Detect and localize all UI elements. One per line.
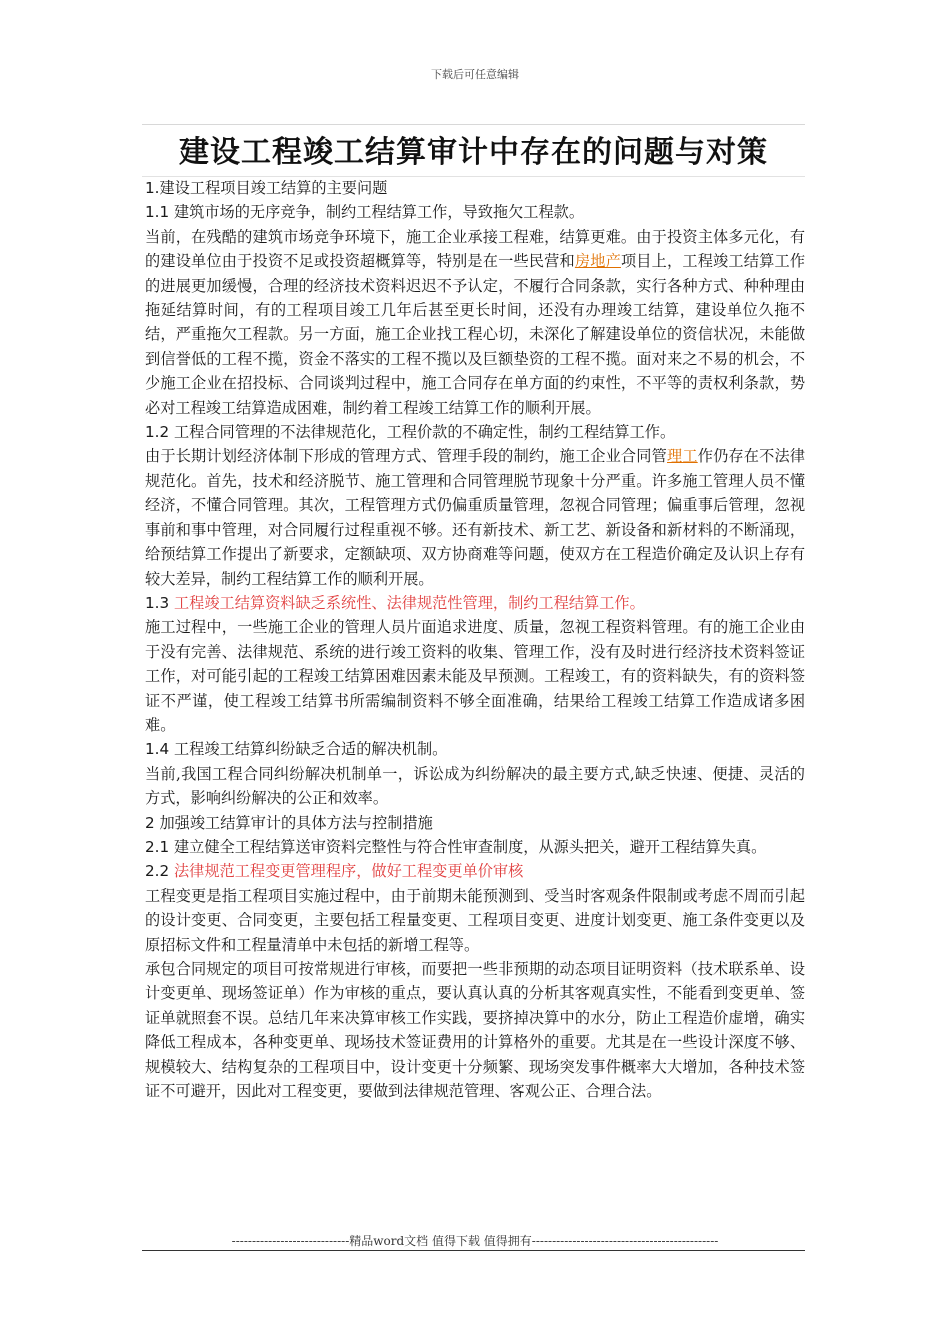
link-management[interactable]: 理工	[667, 447, 698, 466]
section-heading-text: 建设工程项目竣工结算的主要问题	[159, 179, 388, 197]
section-heading-1-1	[145, 200, 805, 224]
section-number: 2	[145, 813, 155, 832]
section-heading-text: 加强竣工结算审计的具体方法与控制措施	[154, 813, 433, 832]
section-heading-1-2	[145, 420, 805, 444]
paragraph-3: 施工过程中，一些施工企业的管理人员片面追求进度、质量，忽视工程资料管理。有的施工企业由于没有完善、法律规范、系统的进行竣工资料的收集、管理工作，没有及时进行经济技术资料签证工作，对可能引起的工程竣工结算困难因素未能及早预测。工程竣工，有的资料缺失，有的资料签证不严谨，使工程竣工结算书所需编制资料不够全面准确，结果给工程竣工结算工作造成诸多困难。	[145, 618, 805, 734]
document-title: 建设工程竣工结算审计中存在的问题与对策	[179, 135, 768, 170]
section-heading-1-3	[145, 591, 805, 615]
section-heading-2-1	[145, 835, 805, 859]
paragraph-text: 作仍存在不法律规范化。首先，技术和经济脱节、施工管理和合同管理脱节现象十分严重。许多施工管理人员不懂经济，不懂合同管理。其次，工程管理方式仍偏重质量管理，忽视合同管理；偏重事后管理，忽视事前和事中管理，对合同履行过程重视不够。还有新技术、新工艺、新设备和新材料的不断涌现，给预结算工作提出了新要求，定额缺项、双方协商难等问题，使双方在工程造价确定及认识上存有较大差异，制约工程结算工作的顺利开展。	[145, 447, 806, 588]
paragraph-4: 当前,我国工程合同纠纷解决机制单一，诉讼成为纠纷解决的最主要方式,缺乏快速、便捷、灵活的方式，影响纠纷解决的公正和效率。	[145, 764, 805, 808]
section-heading-text: 建立健全工程结算送审资料完整性与符合性审查制度，从源头把关，避开工程结算失真。	[169, 837, 767, 856]
header-divider	[142, 124, 805, 125]
section-number: 2.1	[145, 837, 170, 856]
section-heading-text: 工程竣工结算资料缺乏系统性、法律规范性管理，制约工程结算工作。	[169, 593, 645, 612]
paragraph-5: 工程变更是指工程项目实施过程中，由于前期未能预测到、受当时客观条件限制或考虑不周而引起的设计变更、合同变更，主要包括工程量变更、工程项目变更、进度计划变更、施工条件变更以及原招标文件和工程量清单中未包括的新增工程等。	[145, 886, 805, 954]
paragraph-text: 当前，在残酷的建筑市场竞争环境下，施工企业承接工程难，结算更难。由于投资主体多元化，有的建设单位由于投资不足或投资超概算等，特别是在一些民营和	[145, 227, 805, 271]
section-heading-1	[145, 176, 805, 200]
section-heading-text: 建筑市场的无序竞争，制约工程结算工作，导致拖欠工程款。	[169, 203, 585, 222]
paragraph-text: 由于长期计划经济体制下形成的管理方式、管理手段的制约，施工企业合同管	[145, 447, 667, 466]
section-number: 2.2	[145, 862, 170, 881]
paragraph-6: 承包合同规定的项目可按常规进行审核，而要把一些非预期的动态项目证明资料（技术联系单、设计变更单、现场签证单）作为审核的重点，要认真认真的分析其客观真实性，不能看到变更单、签证单就照套不误。总结几年来决算审核工作实践，要挤掉决算中的水分，防止工程造价虚增，确实降低工程成本，各种变更单、现场技术签证费用的计算格外的重要。尤其是在一些设计深度不够、规模较大、结构复杂的工程项目中，设计变更十分频繁、现场突发事件概率大大增加，各种技术签证不可避开，因此对工程变更，要做到法律规范管理、客观公正、合理合法。	[145, 960, 805, 1101]
section-heading-2-2	[145, 859, 805, 883]
footer-divider	[142, 1250, 805, 1251]
section-number: 1.2	[145, 423, 170, 442]
section-heading-text: 法律规范工程变更管理程序，做好工程变更单价审核	[169, 862, 524, 881]
section-number: 1.3	[145, 593, 170, 612]
section-heading-1-4	[145, 737, 805, 761]
paragraph-text: 项目上，工程竣工结算工作的进展更加缓慢，合理的经济技术资料迟迟不予认定，不履行合同条款，实行各种方式、种种理由拖延结算时间，有的工程项目竣工几年后甚至更长时间，还没有办理竣工结算，建设单位久拖不结，严重拖欠工程款。另一方面，施工企业找工程心切，未深化了解建设单位的资信状况，未能做到信誉低的工程不揽，资金不落实的工程不揽以及巨额垫资的工程不揽。面对来之不易的机会，不少施工企业在招投标、合同谈判过程中，施工合同存在单方面的约束性，不平等的责权利条款，势必对工程竣工结算造成困难，制约着工程竣工结算工作的顺利开展。	[145, 252, 806, 417]
section-number: 1.	[145, 179, 160, 197]
document-body	[145, 176, 805, 1103]
header-note: 下载后可任意编辑	[431, 68, 519, 81]
section-heading-text: 工程合同管理的不法律规范化，工程价款的不确定性，制约工程结算工作。	[169, 423, 676, 442]
footer-text: -----------------------------精品word文档 值得下载 值得拥有----------------------------------------------	[231, 1234, 719, 1248]
section-number: 1.1	[145, 203, 170, 222]
section-heading-text: 工程竣工结算纠纷缺乏合适的解决机制。	[169, 740, 448, 759]
section-number: 1.4	[145, 740, 170, 759]
paragraph-2	[145, 444, 805, 590]
section-heading-2	[145, 811, 805, 835]
paragraph-1	[145, 225, 805, 420]
link-real-estate[interactable]: 房地产	[574, 252, 621, 271]
